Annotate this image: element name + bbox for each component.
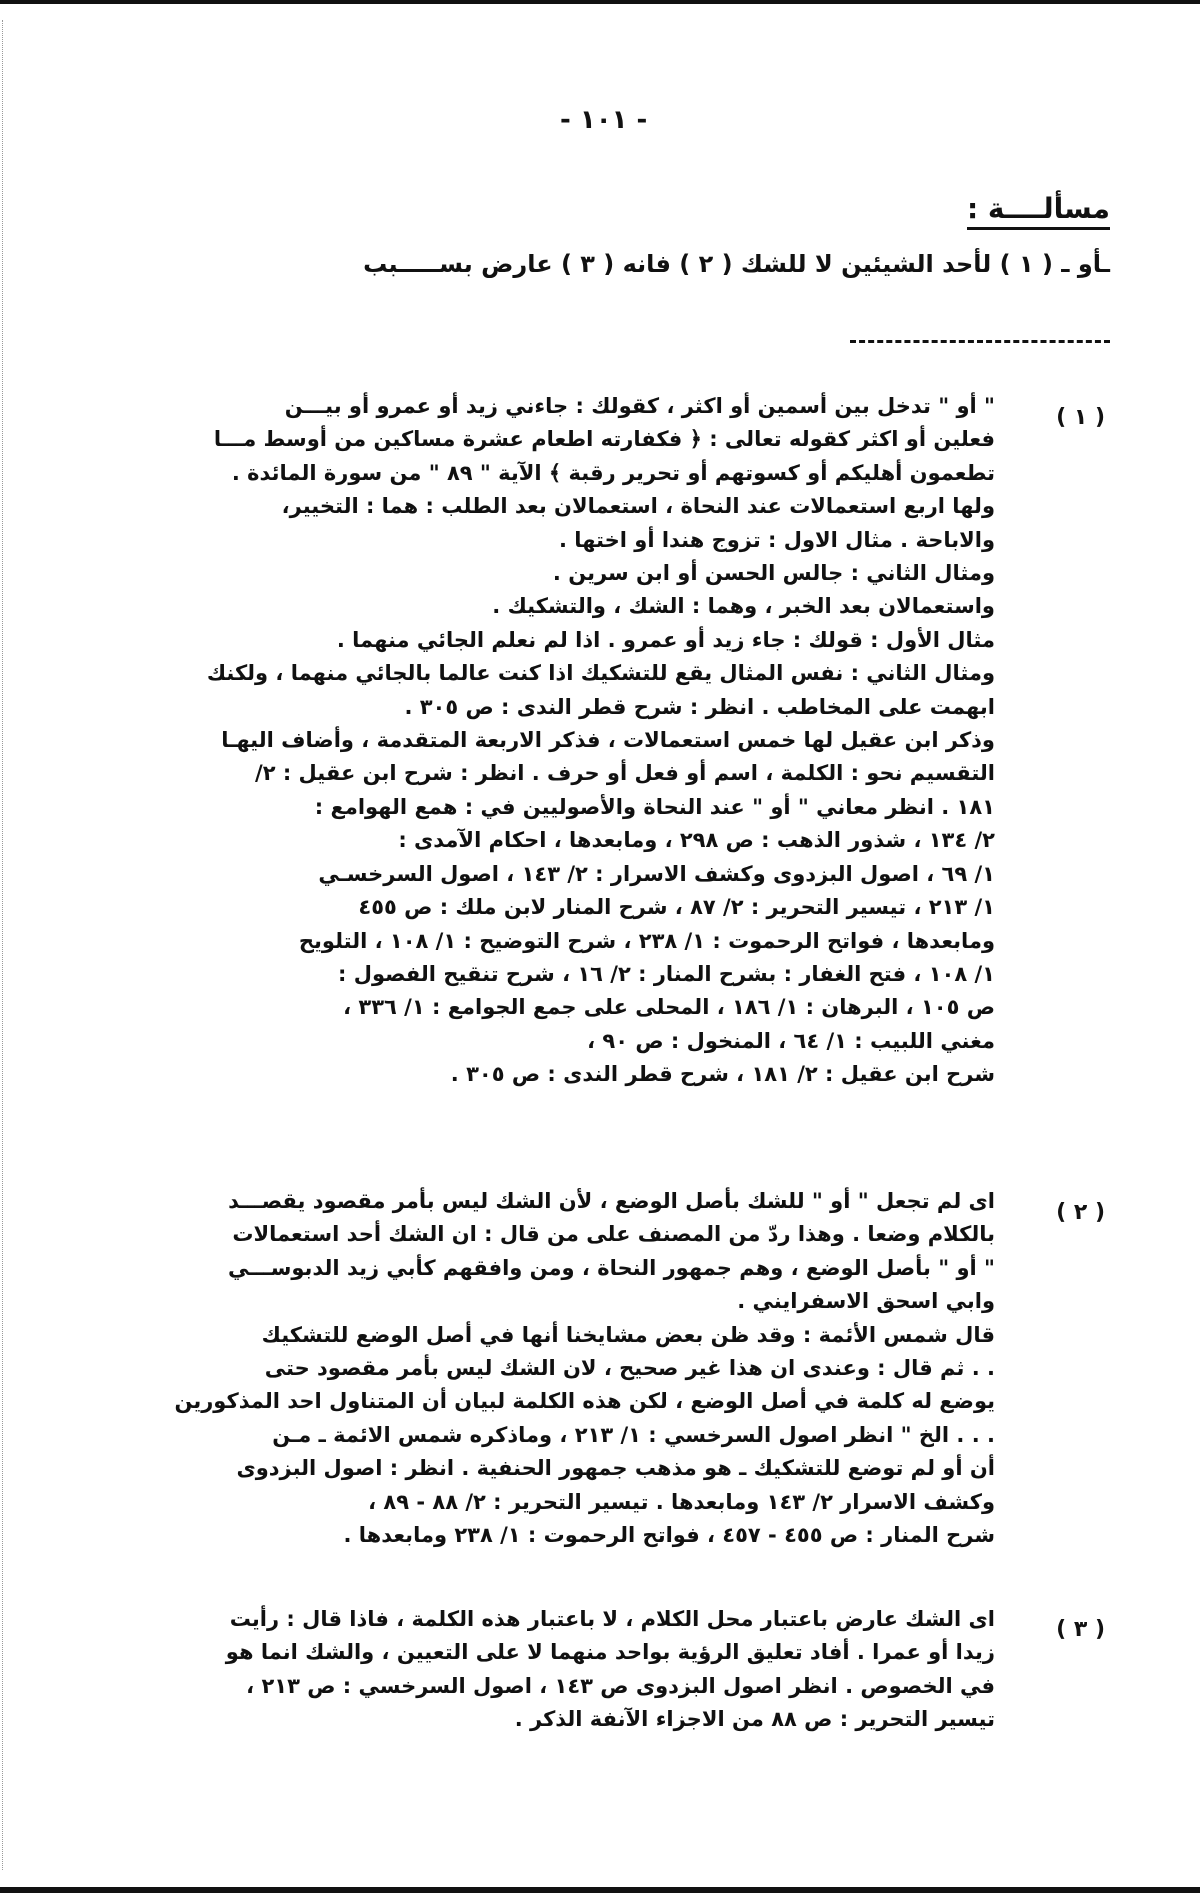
footnote-1 bbox=[125, 390, 995, 1092]
footnote-line: ١٨١ . انظر معاني " أو " عند النحاة والأصوليين في : همع الهوامع : bbox=[314, 794, 995, 819]
footnote-line: ومابعدها ، فواتح الرحموت : ١/ ٢٣٨ ، شرح التوضيح : ١/ ١٠٨ ، التلويح bbox=[298, 928, 995, 953]
footnote-line: واستعمالان بعد الخبر ، وهما : الشك ، والتشكيك . bbox=[492, 594, 995, 619]
footnote-line: شرح ابن عقيل : ٢/ ١٨١ ، شرح قطر الندى : ص ٣٠٥ . bbox=[450, 1062, 995, 1087]
footnote-line: ومثال الثاني : نفس المثال يقع للتشكيك اذا كنت عالما بالجائي منهما ، ولكنك bbox=[206, 661, 995, 686]
footnote-2 bbox=[125, 1185, 995, 1552]
footnote-line: وذكر ابن عقيل لها خمس استعمالات ، فذكر الاربعة المتقدمة ، وأضاف اليهـا bbox=[221, 728, 995, 753]
footnote-line: ٢/ ١٣٤ ، شذور الذهب : ص ٢٩٨ ، ومابعدها ، احكام الآمدى : bbox=[398, 828, 995, 853]
footnote-line: شرح المنار : ص ٤٥٥ - ٤٥٧ ، فواتح الرحموت : ١/ ٢٣٨ ومابعدها . bbox=[343, 1523, 995, 1548]
footnote-line: ابهمت على المخاطب . انظر : شرح قطر الندى : ص ٣٠٥ . bbox=[404, 694, 995, 719]
scan-left-edge bbox=[2, 20, 4, 1870]
footnote-line: بالكلام وضعا . وهذا ردّ من المصنف على من قال : ان الشك أحد استعمالات bbox=[232, 1222, 995, 1247]
main-statement: ـأو ـ ( ١ ) لأحد الشيئين لا للشك ( ٢ ) فانه ( ٣ ) عارض بســـــبب bbox=[363, 250, 1110, 278]
footnote-line: تطعمون أهليكم أو كسوتهم أو تحرير رقبة ﴾ الآية " ٨٩ " من سورة المائدة . bbox=[231, 460, 995, 485]
footnote-number: ( ١ ) bbox=[1056, 405, 1105, 430]
footnote-line: ١/ ٢١٣ ، تيسير التحرير : ٢/ ٨٧ ، شرح المنار لابن ملك : ص ٤٥٥ bbox=[358, 895, 995, 920]
footnote-line: يوضع له كلمة في أصل الوضع ، لكن هذه الكلمة لبيان أن المتناول احد المذكورين bbox=[174, 1389, 995, 1414]
footnote-line: ١/ ٦٩ ، اصول البزدوى وكشف الاسرار : ٢/ ١٤٣ ، اصول السرخسـي bbox=[318, 861, 995, 886]
footnote-line: قال شمس الأئمة : وقد ظن بعض مشايخنا أنها في أصل الوضع للتشكيك bbox=[261, 1322, 995, 1347]
scan-top-edge bbox=[0, 0, 1200, 4]
footnote-line: " أو " بأصل الوضع ، وهم جمهور النحاة ، ومن وافقهم كأبي زيد الدبوســـي bbox=[227, 1255, 995, 1280]
footnote-line: فعلين أو اكثر كقوله تعالى : ﴿ فكفارته اطعام عشرة مساكين من أوسط مـــا bbox=[213, 427, 995, 452]
footnote-line: أن أو لم توضع للتشكيك ـ هو مذهب جمهور الحنفية . انظر : اصول البزدوى bbox=[236, 1456, 995, 1481]
footnote-line: مثال الأول : قولك : جاء زيد أو عمرو . اذا لم نعلم الجائي منهما . bbox=[336, 627, 995, 652]
footnote-line: . . . الخ " انظر اصول السرخسي : ١/ ٢١٣ ، وماذكره شمس الائمة ـ مـن bbox=[272, 1422, 995, 1447]
footnote-line: مغني اللبيب : ١/ ٦٤ ، المنخول : ص ٩٠ ، bbox=[587, 1028, 995, 1053]
footnote-number: ( ٢ ) bbox=[1056, 1200, 1105, 1225]
footnote-line: اى الشك عارض باعتبار محل الكلام ، لا باعتبار هذه الكلمة ، فاذا قال : رأيت bbox=[229, 1607, 995, 1631]
footnote-line: زيدا أو عمرا . أفاد تعليق الرؤية بواحد منهما لا على التعيين ، والشك انما هو bbox=[225, 1640, 995, 1665]
footnote-number: ( ٣ ) bbox=[1056, 1617, 1105, 1642]
footnote-line: والاباحة . مثال الاول : تزوج هندا أو اختها . bbox=[559, 527, 995, 552]
footnote-separator bbox=[850, 340, 1110, 343]
footnote-line: وابي اسحق الاسفرايني . bbox=[737, 1289, 995, 1314]
footnote-3 bbox=[125, 1603, 995, 1737]
footnote-line: ص ١٠٥ ، البرهان : ١/ ١٨٦ ، المحلى على جمع الجوامع : ١/ ٣٣٦ ، bbox=[343, 995, 995, 1020]
page-number: - ١٠١ - bbox=[560, 105, 648, 135]
footnote-line: في الخصوص . انظر اصول البزدوى ص ١٤٣ ، اصول السرخسي : ص ٢١٣ ، bbox=[246, 1673, 995, 1698]
footnote-line: اى لم تجعل " أو " للشك بأصل الوضع ، لأن الشك ليس بأمر مقصود يقصـــد bbox=[228, 1189, 995, 1213]
footnote-line: وكشف الاسرار ٢/ ١٤٣ ومابعدها . تيسير التحرير : ٢/ ٨٨ - ٨٩ ، bbox=[368, 1489, 995, 1514]
footnote-line: ولها اربع استعمالات عند النحاة ، استعمالان بعد الطلب : هما : التخيير، bbox=[281, 494, 995, 519]
footnote-line: " أو " تدخل بين أسمين أو اكثر ، كقولك : جاءني زيد أو عمرو أو بيـــن bbox=[284, 394, 995, 418]
footnote-line: ومثال الثاني : جالس الحسن أو ابن سرين . bbox=[552, 561, 995, 586]
footnote-line: التقسيم نحو : الكلمة ، اسم أو فعل أو حرف . انظر : شرح ابن عقيل : ٢/ bbox=[255, 761, 995, 786]
footnote-line: ١/ ١٠٨ ، فتح الغفار : بشرح المنار : ٢/ ١٦ ، شرح تنقيح الفصول : bbox=[338, 961, 995, 986]
footnote-line: تيسير التحرير : ص ٨٨ من الاجزاء الآنفة الذكر . bbox=[514, 1707, 995, 1732]
issue-heading: مسألــــة : bbox=[967, 192, 1110, 230]
footnote-line: . . ثم قال : وعندى ان هذا غير صحيح ، لان الشك ليس بأمر مقصود حتى bbox=[264, 1356, 995, 1381]
scan-bottom-edge bbox=[0, 1887, 1200, 1893]
